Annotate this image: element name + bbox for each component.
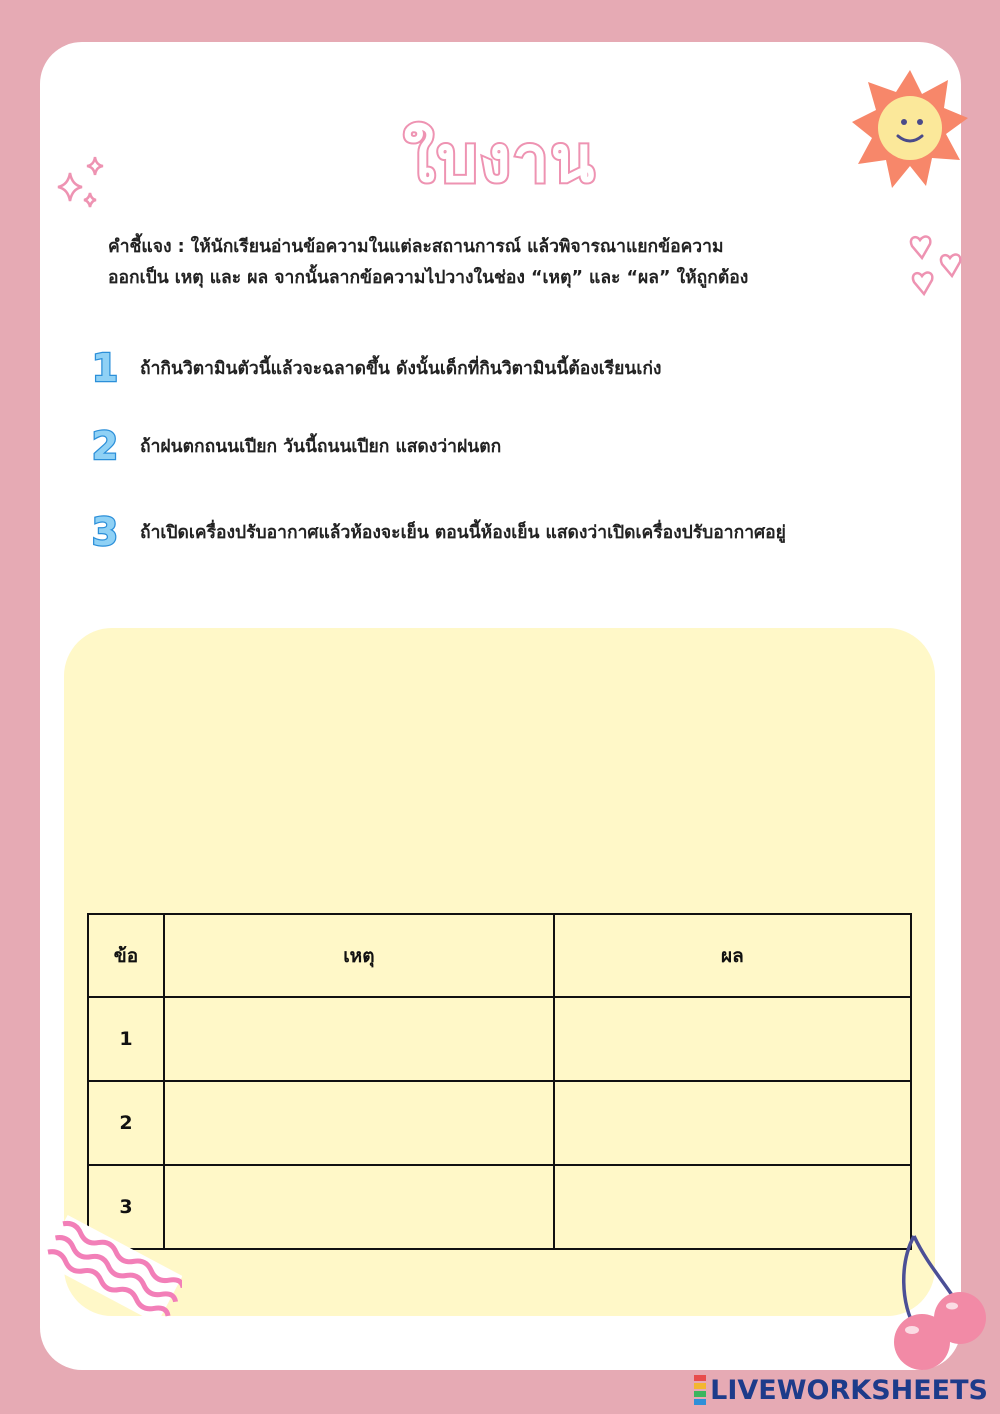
cause-drop-cell[interactable] — [164, 1165, 554, 1249]
instructions — [108, 232, 908, 294]
question-number-2: 2 — [91, 424, 119, 468]
row-number: 1 — [88, 997, 164, 1081]
question-text-3[interactable]: ถ้าเปิดเครื่องปรับอากาศแล้วห้องจะเย็น ตอนนี้ห้องเย็น แสดงว่าเปิดเครื่องปรับอากาศอยู่ — [140, 523, 786, 543]
liveworksheets-logo — [694, 1372, 988, 1408]
table-row — [88, 1081, 911, 1165]
watermark-text: LIVEWORKSHEETS — [710, 1374, 988, 1406]
header-effect: ผล — [554, 914, 911, 997]
cause-drop-cell[interactable] — [164, 1081, 554, 1165]
question-2[interactable] — [88, 424, 501, 468]
question-number-3: 3 — [91, 510, 119, 554]
header-no: ข้อ — [88, 914, 164, 997]
instructions-line-2: ออกเป็น เหตุ และ ผล จากนั้นลากข้อความไปวางในช่อง “เหตุ” และ “ผล” ให้ถูกต้อง — [108, 268, 749, 288]
heart-icon — [908, 232, 964, 302]
table-row — [88, 1165, 911, 1249]
wavy-ribbon-icon — [42, 1208, 182, 1330]
effect-drop-cell[interactable] — [554, 1165, 911, 1249]
header-cause: เหตุ — [164, 914, 554, 997]
page-title: ใบงาน — [403, 123, 597, 197]
question-text-1[interactable]: ถ้ากินวิตามินตัวนี้แล้วจะฉลาดขึ้น ดังนั้นเด็กที่กินวิตามินนี้ต้องเรียนเก่ง — [140, 359, 662, 379]
cherry-icon — [886, 1232, 992, 1378]
liveworksheets-icon — [694, 1374, 706, 1406]
row-number: 3 — [88, 1165, 164, 1249]
row-number: 2 — [88, 1081, 164, 1165]
question-1[interactable] — [88, 346, 661, 390]
effect-drop-cell[interactable] — [554, 1081, 911, 1165]
cause-drop-cell[interactable] — [164, 997, 554, 1081]
table-row — [88, 997, 911, 1081]
question-number-1: 1 — [91, 346, 119, 390]
question-3[interactable] — [88, 510, 786, 554]
instructions-line-1: คำชี้แจง : ให้นักเรียนอ่านข้อความในแต่ละสถานการณ์ แล้วพิจารณาแยกข้อความ — [108, 237, 724, 257]
question-text-2[interactable]: ถ้าฝนตกถนนเปียก วันนี้ถนนเปียก แสดงว่าฝนตก — [140, 437, 502, 457]
table-header-row — [88, 914, 911, 997]
effect-drop-cell[interactable] — [554, 997, 911, 1081]
answer-table — [87, 913, 912, 1250]
